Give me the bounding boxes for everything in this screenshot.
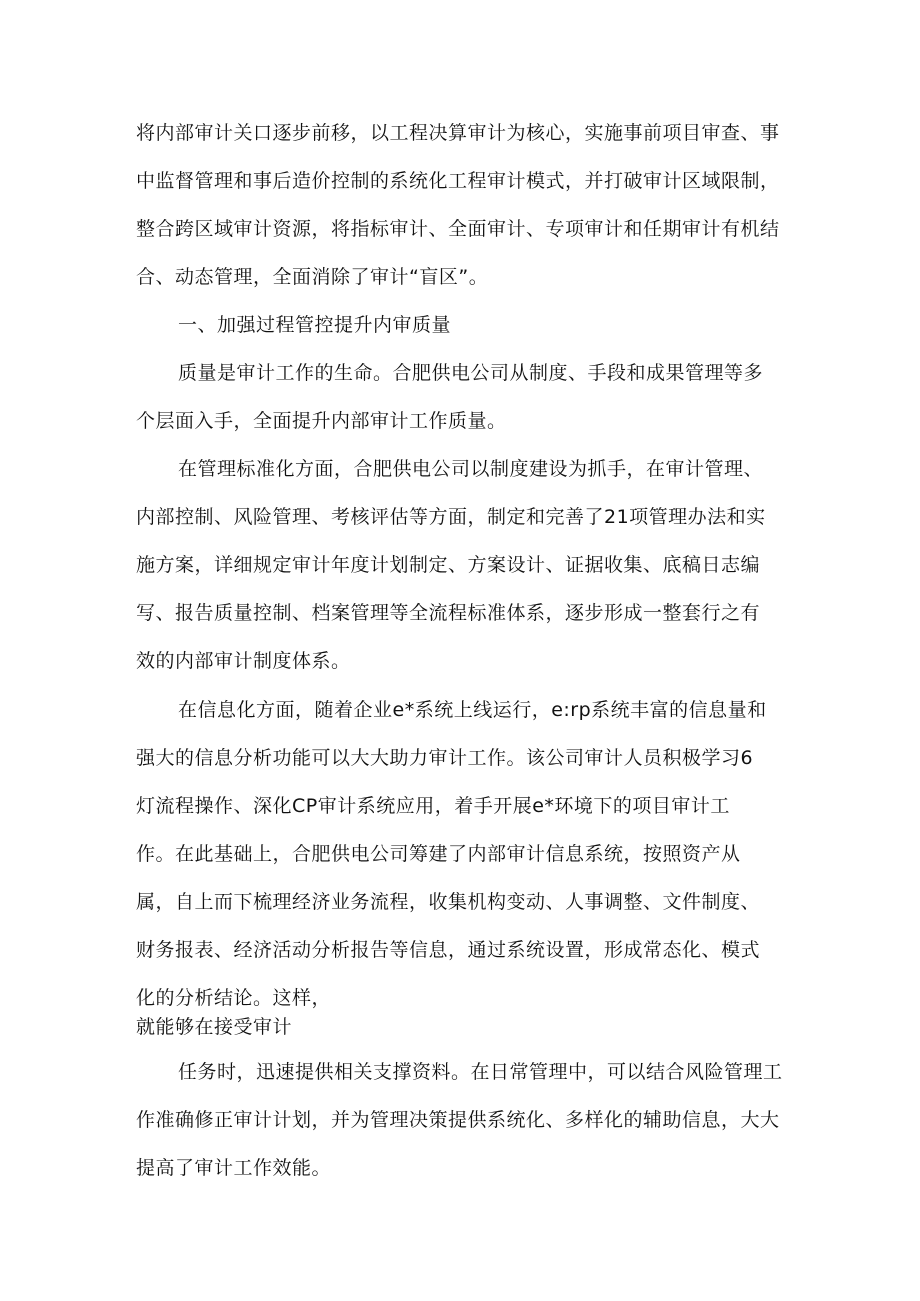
text-line: 作准确修正审计计划，并为管理决策提供系统化、多样化的辅助信息，大大: [136, 1109, 780, 1131]
text-line: 就能够在接受审计: [136, 1016, 293, 1038]
text-line: 灯流程操作、深化CP审计系统应用，着手开展e*环境下的项目审计工: [136, 795, 730, 817]
text-line: 在信息化方面，随着企业e*系统上线运行，e:rp系统丰富的信息量和: [178, 699, 767, 721]
text-line: 化的分析结论。这样，: [136, 987, 332, 1009]
text-line: 属，自上而下梳理经济业务流程，收集机构变动、人事调整、文件制度、: [136, 891, 761, 913]
text-line: 提高了审计工作效能。: [136, 1157, 332, 1179]
text-line: 施方案，详细规定审计年度计划制定、方案设计、证据收集、底稿日志编: [136, 554, 761, 576]
text-line: 质量是审计工作的生命。合肥供电公司从制度、手段和成果管理等多: [178, 362, 764, 384]
text-line: 将内部审计关口逐步前移，以工程决算审计为核心，实施事前项目审查、事: [136, 122, 780, 144]
text-line: 中监督管理和事后造价控制的系统化工程审计模式，并打破审计区域限制，: [136, 170, 780, 192]
text-line: 合、动态管理，全面消除了审计“盲区”。: [136, 266, 489, 288]
section-heading: 一、加强过程管控提升内审质量: [178, 314, 452, 336]
text-line: 在管理标准化方面，合肥供电公司以制度建设为抓手，在审计管理、: [178, 458, 764, 480]
text-line: 效的内部审计制度体系。: [136, 650, 351, 672]
text-line: 强大的信息分析功能可以大大助力审计工作。该公司审计人员积极学习6: [136, 747, 754, 769]
text-line: 内部控制、风险管理、考核评估等方面，制定和完善了21项管理办法和实: [136, 506, 766, 528]
text-line: 任务时，迅速提供相关支撑资料。在日常管理中，可以结合风险管理工: [178, 1061, 783, 1083]
text-line: 个层面入手，全面提升内部审计工作质量。: [136, 410, 507, 432]
text-line: 写、报告质量控制、档案管理等全流程标准体系，逐步形成一整套行之有: [136, 602, 761, 624]
text-line: 财务报表、经济活动分析报告等信息，通过系统设置，形成常态化、模式: [136, 939, 761, 961]
text-line: 整合跨区域审计资源，将指标审计、全面审计、专项审计和任期审计有机结: [136, 218, 780, 240]
text-line: 作。在此基础上，合肥供电公司筹建了内部审计信息系统，按照资产从: [136, 843, 741, 865]
